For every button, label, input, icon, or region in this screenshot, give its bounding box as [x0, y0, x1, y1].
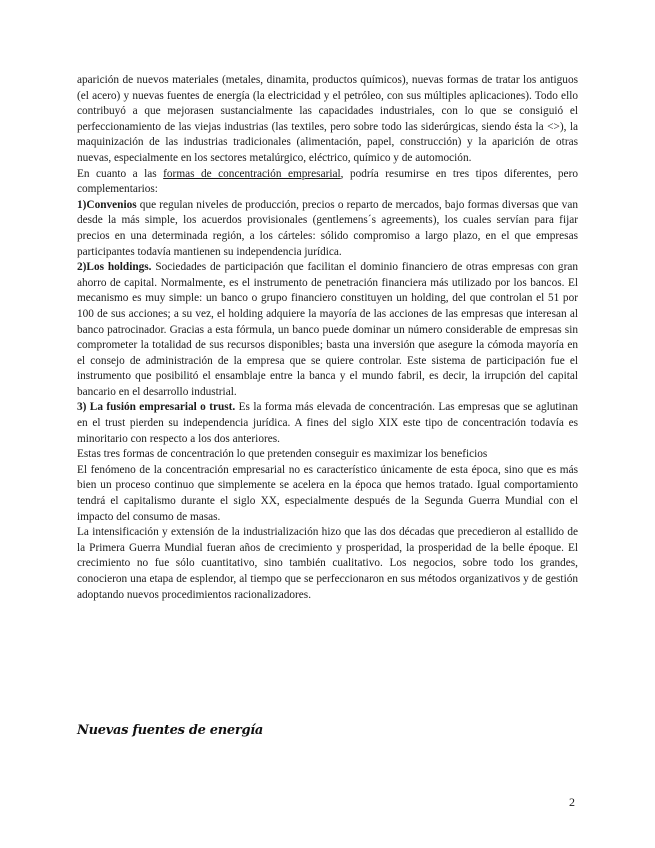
section-heading: Nuevas fuentes de energía	[77, 723, 263, 738]
item-heading-convenios: 1)Convenios	[77, 198, 137, 211]
list-item-holdings	[77, 260, 578, 400]
item-text-trust: Es la forma más elevada de concentración. Las empresas que se aglutinan en el trust pierden su independencia jurídica. A fines del siglo XIX este tipo de concentración todavía es minoritario con respecto a los dos anteriores.	[77, 401, 578, 445]
formas-suffix: , podría resumirse en tres tipos diferentes, pero complementarios:	[77, 167, 578, 196]
formas-underlined-term: formas de concentración empresarial	[163, 167, 341, 180]
paragraph-intro: aparición de nuevos materiales (metales, dinamita, productos químicos), nuevas formas de tratar los antiguos (el acero) y nuevas fuentes de energía (la electricidad y el petróleo, con sus múltiples aplicaciones). Todo ello contribuyó a que mejorasen sustancialmente las capacidades industriales, con lo que se consiguió el perfeccionamiento de las viejas industrias (las textiles, pero sobre todo las siderúrgicas, siendo ésta la <>), la maquinización de las industrias tradicionales (alimentación, papel, construcción) y la aparición de otras nuevas, especialmente en los sectores metalúrgico, eléctrico, químico y de automoción.	[77, 74, 578, 164]
item-heading-holdings: 2)Los holdings.	[77, 261, 152, 274]
paragraph-fenomeno: El fenómeno de la concentración empresarial no es característico únicamente de esta época, sino que es más bien un proceso continuo que simplemente se acelera en la época que hemos tratado. Igual comportamiento tendrá el capitalismo durante el siglo XX, especialmente después de la Segunda Guerra Mundial con el impacto del consumo de masas.	[77, 463, 578, 523]
paragraph-intensificacion: La intensificación y extensión de la industrialización hizo que las dos décadas que precedieron al estallido de la Primera Guerra Mundial fueran años de crecimiento y prosperidad, la prosperidad de la belle époque. El crecimiento no fue sólo cuantitativo, sino también cualitativo. Los negocios, sobre todo los grandes, conocieron una etapa de esplendor, al tiempo que se perfeccionaron en sus métodos organizativos y de gestión adoptando nuevos procedimientos racionalizadores.	[77, 526, 578, 601]
item-text-holdings: Sociedades de participación que facilitan el dominio financiero de otras empresas con gran ahorro de capital. Normalmente, es el instrumento de penetración financiera más utilizado por los bancos. El mecanismo es muy simple: un banco o grupo financiero constituyen un holding, del que controlan el 51 por 100 de sus acciones; a su vez, el holding adquiere la mayoría de las acciones de las empresas que interesan al banco patrocinador. Gracias a esta fórmula, un banco puede dominar un número considerable de empresas sin comprometer la totalidad de sus recursos disponibles; basta una inversión que asegure la cómoda mayoría en el consejo de administración de la empresa que se quiere controlar. Este sistema de participación fue el instrumento que posibilitó el ensamblaje entre la banca y el mundo fabril, es decir, la irrupción del capital bancario en el desarrollo industrial.	[77, 261, 578, 398]
item-text-convenios: que regulan niveles de producción, precios o reparto de mercados, bajo formas diversas que van desde la más simple, los acuerdos provisionales (gentlemens´s agreements), los cuales servían para fijar precios en una determinada región, a los cárteles: sólido compromiso a largo plazo, en el que empresas participantes todavía mantienen su independencia jurídica.	[77, 198, 578, 258]
page-number: 2	[569, 795, 575, 809]
item-heading-trust: 3) La fusión empresarial o trust.	[77, 401, 236, 414]
list-item-trust	[77, 400, 578, 447]
list-item-convenios	[77, 198, 578, 260]
paragraph-tres-formas: Estas tres formas de concentración lo que pretenden conseguir es maximizar los beneficios	[77, 448, 488, 461]
paragraph-formas	[77, 167, 578, 198]
formas-prefix: En cuanto a las	[77, 167, 164, 180]
document-body	[77, 73, 578, 603]
